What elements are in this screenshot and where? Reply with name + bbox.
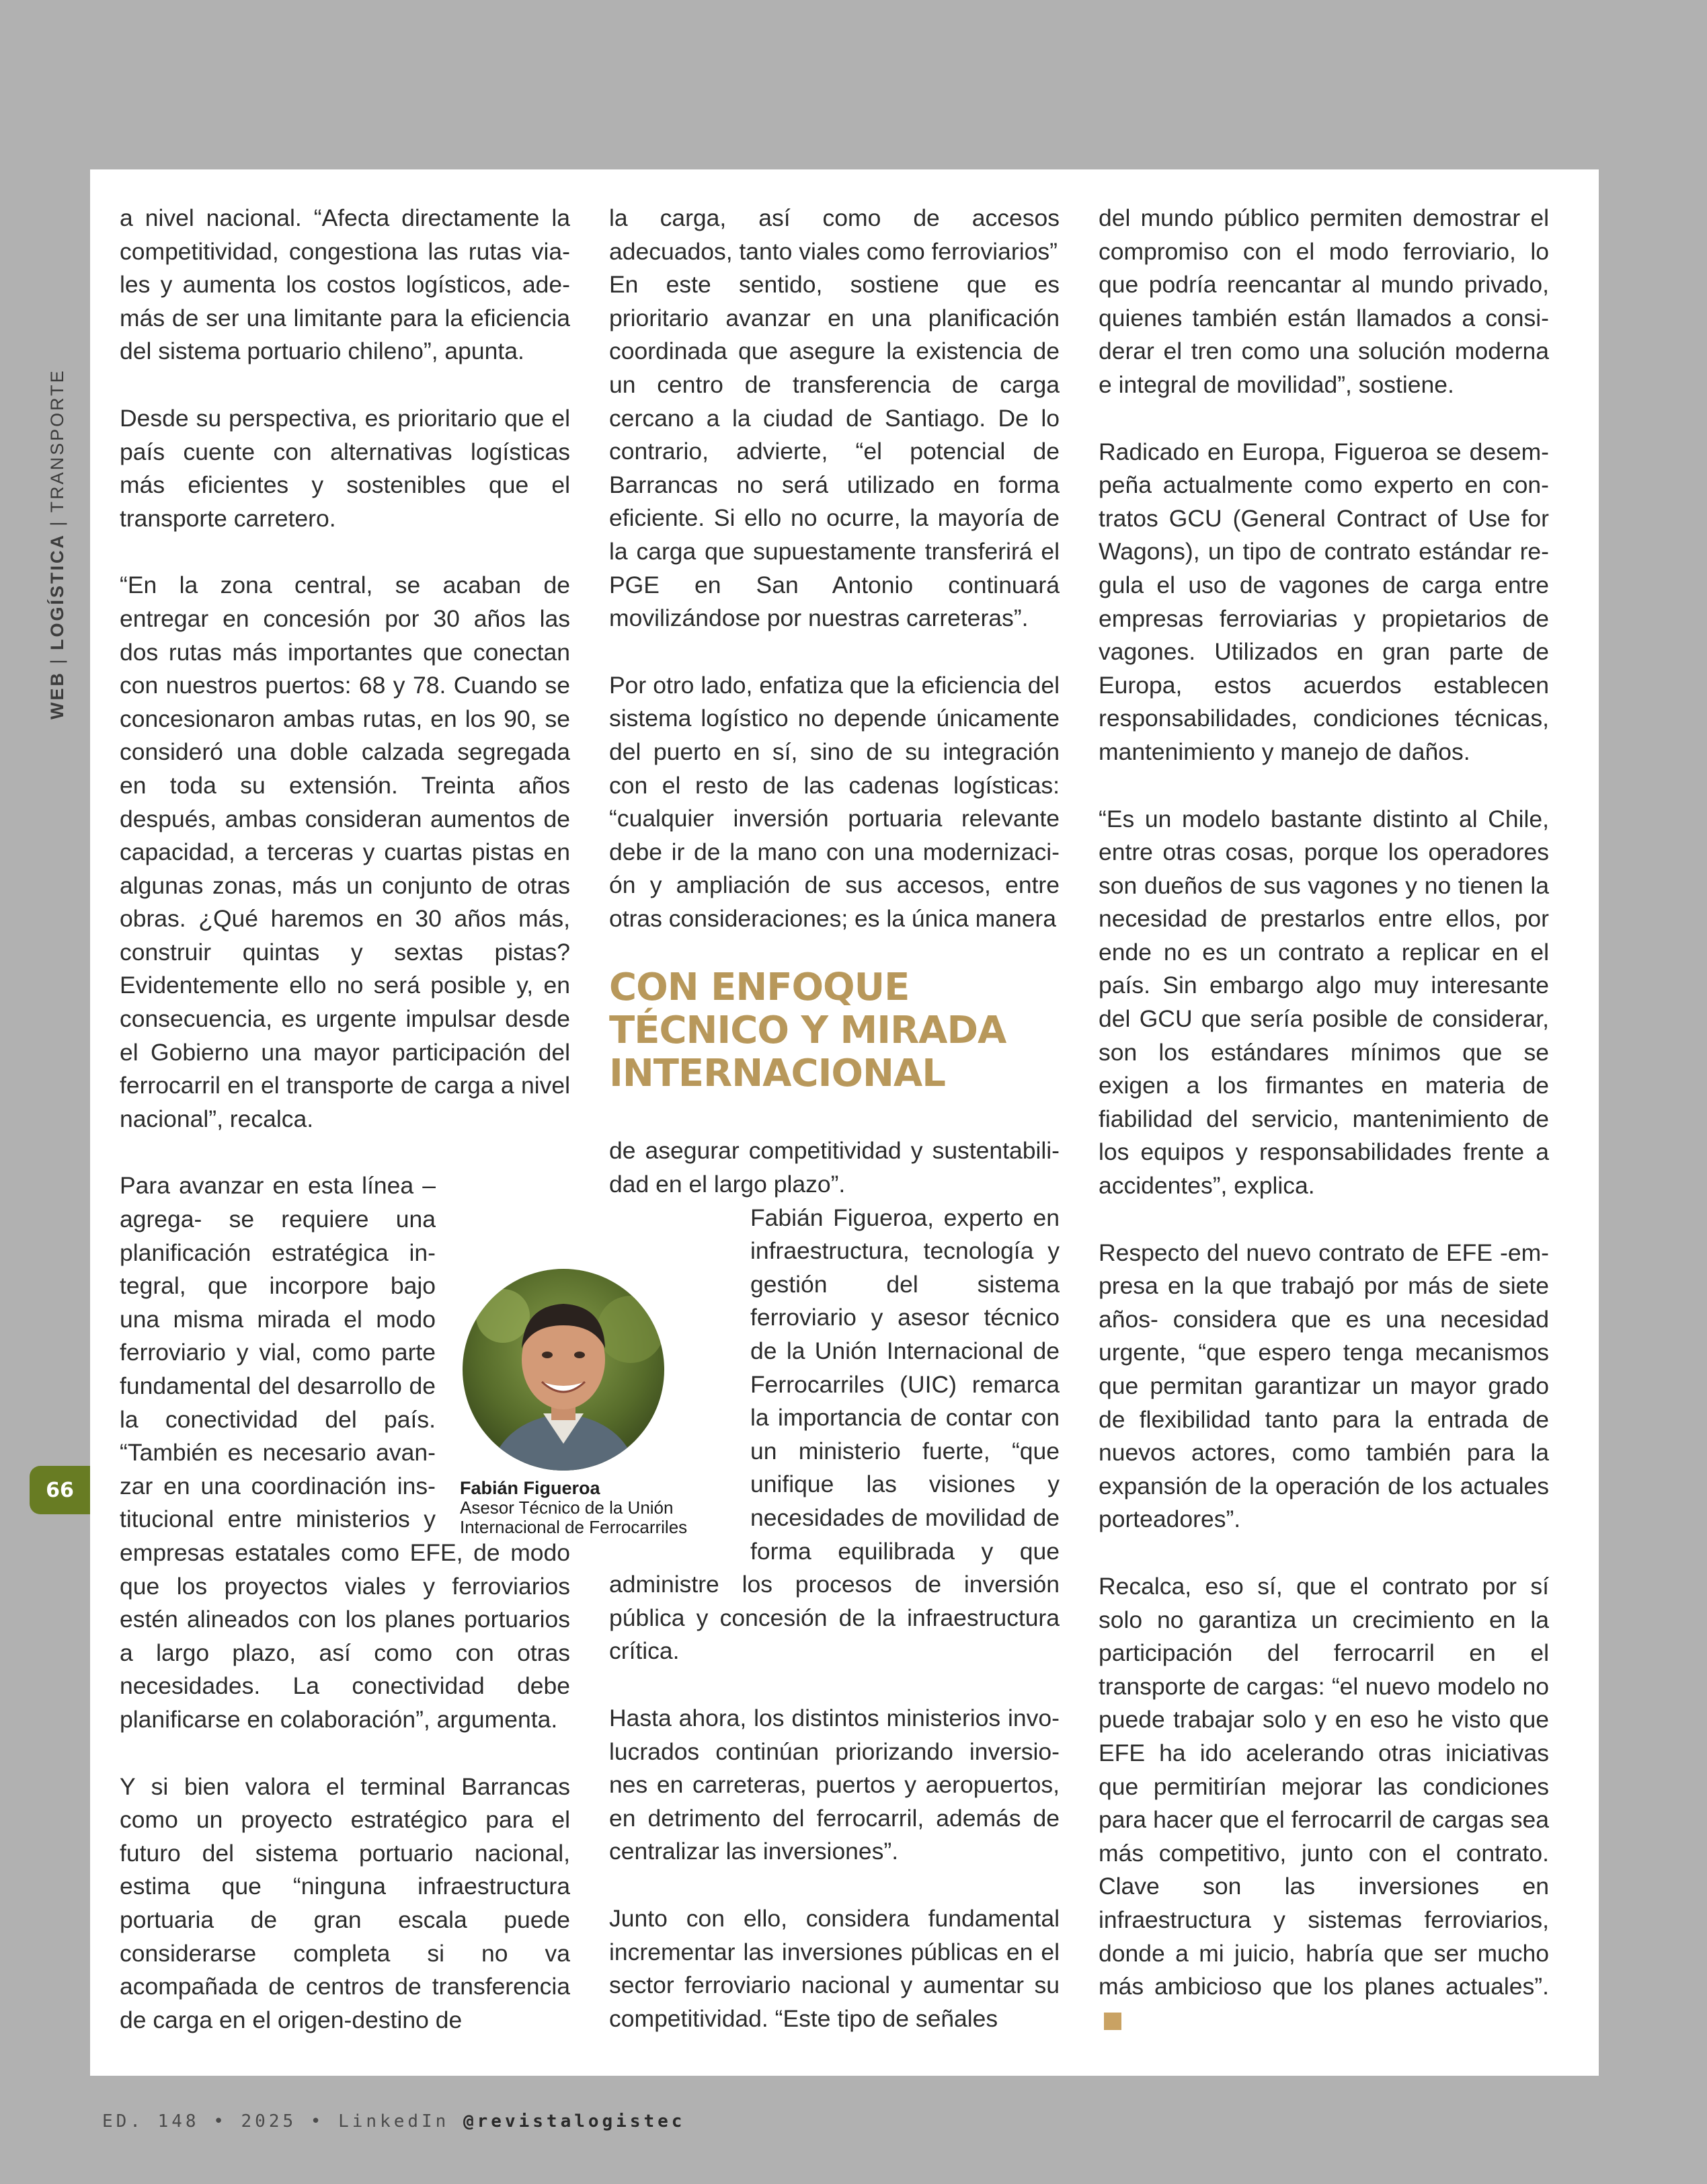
paragraph: Por otro lado, enfatiza que la eficiencia del sistema logístico no depende únicamente del puerto en sí, sino de su integración con el resto de las cadenas logísticas: “cualquier inversión portuaria relevante debe ir de la mano con una modernización y ampliación de sus accesos, entre otras consideraciones; es la única manera [609, 671, 1060, 932]
section-heading: CON ENFOQUE TÉCNICO Y MIRADA INTERNACIONAL [609, 966, 1006, 1096]
paragraph: Para avanzar en esta línea –agrega- se requiere una planificación estratégica integral, que incorpore bajo una misma mirada el modo ferroviario y vial, como parte fundamental del desarrollo de la conectividad del país. “También es necesario avanzar en una coordinación institucional entre ministerios y empresas estatales como EFE, de modo que los proyectos viales y ferroviarios estén alineados con los planes portuarios a largo plazo, así como con otras necesidades. La conectividad debe planificarse en colaboración”, argumenta. [120, 1172, 570, 1733]
column-2 [609, 202, 1060, 2035]
paragraph: a nivel nacional. “Afecta directamente la competitividad, congestiona las rutas viales y aumenta los costos logísticos, además de ser una limitante para la eficiencia del sistema portuario chileno”, apunta. [120, 204, 570, 365]
section-label: WEB | LOGÍSTICA | TRANSPORTE [47, 368, 67, 719]
paragraph: “En la zona central, se acaban de entregar en concesión por 30 años las dos rutas más importantes que conectan con nuestros puertos: 68 y 78. Cuando se concesionaron ambas rutas, en los 90, se consideró una doble calzada segregada en toda su extensión. Treinta años después, ambas consideran aumentos de capacidad, a terceras y cuartas pistas en algunas zonas, más un conjunto de otras obras. ¿Qué haremos en 30 años más, construir quintas y sextas pistas? Evidentemente ello no será posible y, en consecuencia, es urgente impulsar desde el Gobierno una mayor participación del ferrocarril en el transporte de carga a nivel nacional”, recalca. [120, 572, 570, 1132]
caption-role: Asesor Técnico de la Unión [460, 1497, 674, 1518]
paragraph: Desde su perspectiva, es prioritario que el país cuente con alternativas logísticas más eficientes y sostenibles que el transporte carretero. [120, 404, 570, 532]
portrait-caption [460, 1479, 715, 1537]
paragraph: Respecto del nuevo contrato de EFE -empresa en la que trabajó por más de siete años- considera que es una necesidad urgente, “que espero tenga mecanismos que permitan garantizar un mayor grado de flexibilidad tanto para la entrada de nuevos actores, como también para la expansión de la operación de los actuales porteadores”. [1099, 1239, 1549, 1533]
footer-handle: @revistalogistec [463, 2111, 686, 2132]
footer-edition: ED. 148 • 2025 • LinkedIn [102, 2111, 463, 2132]
portrait-photo [463, 1269, 664, 1471]
paragraph: del mundo público permiten demostrar el compromiso con el modo ferroviario, lo que podría reencantar al mundo privado, quienes también están llamados a considerar el tren como una solución moderna e integral de movilidad”, sostiene. [1099, 204, 1549, 398]
page-number: 66 [46, 1478, 74, 1502]
portrait-block [460, 1269, 715, 1537]
caption-role: Internacional de Ferrocarriles [460, 1517, 688, 1537]
paragraph: Junto con ello, considera fundamental incrementar las inversiones públicas en el sector ferroviario nacional y aumentar su competitividad. “Este tipo de señales [609, 1904, 1060, 2032]
paragraph: En este sentido, sostiene que es prioritario avanzar en una planificación coordinada que asegure la existencia de un centro de transferencia de carga cercano a la ciudad de Santiago. De lo contrario, advierte, “el potencial de Barrancas no será utilizado en forma eficiente. Si ello no ocurre, la mayoría de la carga que supuestamente transferirá el PGE en San Antonio continuará movilizándose por nuestras carreteras”. [609, 271, 1060, 632]
paragraph: Fabián Figueroa, experto en infraestructura, tecnología y gestión del sistema ferroviario y asesor técnico de la Unión Internacional de Ferrocarriles (UIC) remarca la importancia de contar con un ministerio fuerte, “que unifique las visiones y necesidades de movilidad de forma equilibrada y que administre los procesos de inversión pública y concesión de la infraestructura crítica. [609, 1204, 1060, 1665]
column-3 [1099, 202, 1549, 2037]
paragraph: Y si bien valora el terminal Barrancas como un proyecto estratégico para el futuro del sistema portuario nacional, estima que “ninguna infraestructura portuaria de gran escala puede considerarse completa si no va acompañada de centros de transferencia de carga en el origen-destino de [120, 1772, 570, 2033]
paragraph: Recalca, eso sí, que el contrato por sí solo no garantiza un crecimiento en la participación del ferrocarril en el transporte de cargas: “el nuevo modelo no puede trabajar solo y en eso he visto que EFE ha ido acelerando otras iniciativas que permitirían mejorar las condiciones para hacer que el ferrocarril de cargas sea más competitivo, junto con el contrato. Clave son las inversiones en infraestructura y sistemas ferroviarios, donde a mi juicio, habría que ser mucho más ambicioso que los planes actuales”. [1099, 1570, 1549, 2037]
paragraph: la carga, así como de accesos adecuados, tanto viales como ferroviarios” [609, 204, 1060, 265]
paragraph: “Es un modelo bastante distinto al Chile, entre otras cosas, porque los operadores son dueños de sus vagones y no tienen la necesidad de prestarlos entre ellos, por ende no es un contrato a replicar en el país. Sin embargo algo muy interesante del GCU que sería posible de considerar, son los estándares mínimos que se exigen a los firmantes en materia de fiabilidad del servicio, mantenimiento de los equipos y responsabilidades frente a accidentes”, explica. [1099, 805, 1549, 1200]
paragraph: Radicado en Europa, Figueroa se desempeña actualmente como experto en contratos GCU (General Contract of Use for Wagons), un tipo de contrato estándar regula el uso de vagones de carga entre empresas ferroviarias y propietarios de vagones. Utilizados en gran parte de Europa, estos acuerdos establecen responsabilidades, condiciones técnicas, mantenimiento y manejo de daños. [1099, 438, 1549, 765]
paragraph: de asegurar competitividad y sustentabilidad en el largo plazo”. [609, 1137, 1060, 1198]
paragraph: Hasta ahora, los distintos ministerios involucrados continúan priorizando inversiones en carreteras, puertos y aeropuertos, en detrimento del ferrocarril, además de centralizar las inversiones”. [609, 1704, 1060, 1865]
column-1 [120, 202, 570, 2037]
caption-name: Fabián Figueroa [460, 1478, 600, 1498]
end-of-article-mark [1104, 2013, 1121, 2030]
footer [102, 2111, 685, 2132]
page-number-tab [30, 1466, 90, 1514]
